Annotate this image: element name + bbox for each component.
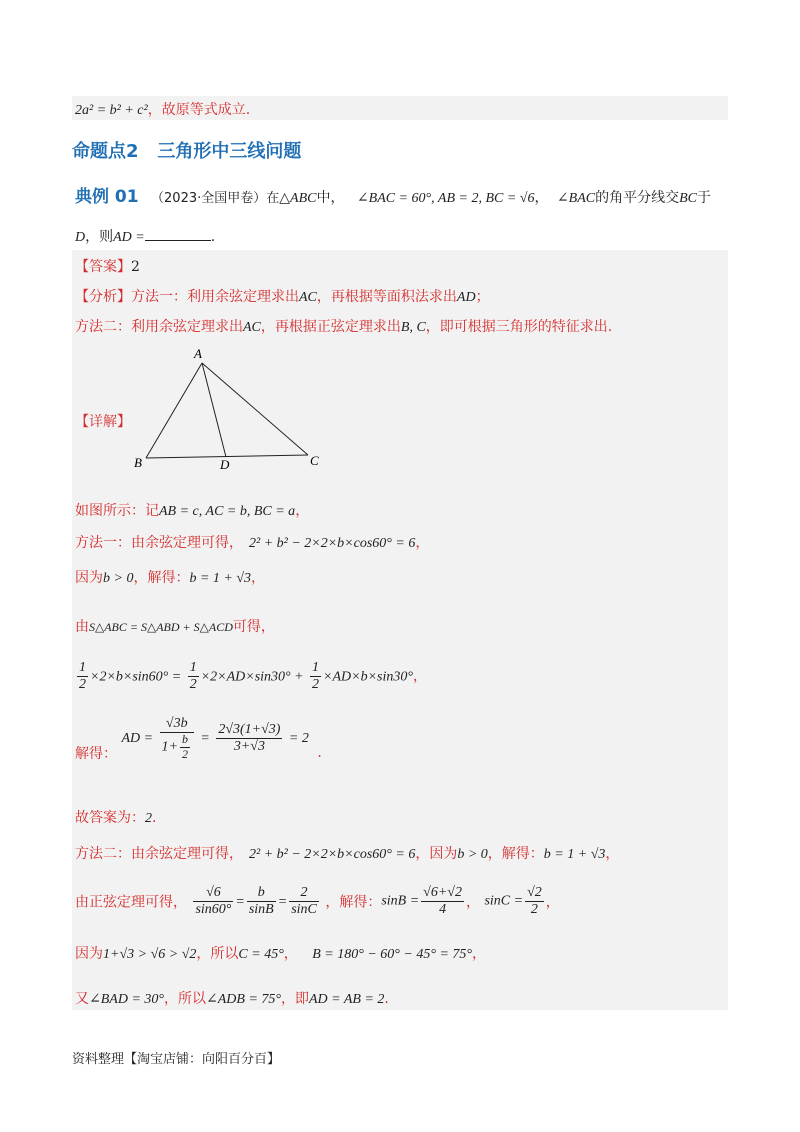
s9-f2n: b — [247, 885, 276, 902]
triangle-figure — [130, 345, 330, 475]
s4c: 可得， — [232, 619, 275, 635]
step-4 — [75, 616, 275, 636]
step-2 — [75, 532, 429, 552]
s3d: b = 1 + √3 — [189, 571, 252, 586]
step-8 — [75, 843, 619, 863]
example-cond: ∠BAC = 60°, AB = 2, BC = √6 — [356, 191, 535, 206]
s9-f3n: 2 — [289, 885, 319, 902]
s7b: 2 — [145, 811, 152, 826]
s8g: ， — [605, 846, 620, 862]
analysis-line-2 — [75, 316, 612, 336]
s5-frac-2-num: 1 — [188, 660, 199, 677]
s10f: B = 180° − 60° − 45° = 75° — [312, 947, 472, 962]
s5a: ×2×b×sin60° = — [90, 669, 182, 685]
label-a: A — [194, 346, 202, 361]
s10c: ，所以 — [196, 946, 239, 962]
s9-f2d: sinB — [248, 902, 274, 918]
s6-inner-den: 2 — [181, 746, 188, 761]
s6-frac-1-num: √3b — [160, 716, 194, 733]
s9-frac-5 — [525, 885, 544, 918]
s5-frac-3 — [310, 660, 321, 693]
s9-frac-1 — [193, 885, 233, 918]
label-d: D — [220, 457, 230, 472]
s8b: 2² + b² − 2×2×b×cos60° = 6 — [249, 847, 416, 862]
s10g: ， — [472, 946, 486, 962]
s9-eq1: = — [235, 894, 245, 910]
s9-f5n: √2 — [525, 885, 544, 902]
s9c: sinB = — [381, 893, 420, 909]
example-label: 典例 01 — [75, 187, 139, 207]
s11e: ，即 — [281, 991, 309, 1007]
example-line-1 — [75, 182, 711, 207]
step-9 — [75, 885, 560, 918]
s4b: S△ABC = S△ABD + S△ACD — [89, 620, 233, 634]
s6-inner-frac — [180, 733, 190, 762]
analysis-m1e: ； — [475, 289, 490, 305]
s11b: ∠BAD = 30° — [89, 992, 164, 1007]
s6-frac-1-den — [160, 733, 194, 762]
s9-frac-2 — [247, 885, 276, 918]
bisector-ad — [202, 363, 226, 457]
step-10 — [75, 943, 486, 963]
s5-frac-2 — [188, 660, 199, 693]
s5c: ×AD×b×sin30° — [323, 669, 413, 685]
s11a: 又 — [75, 991, 89, 1007]
s9-eq2: = — [277, 894, 288, 910]
example-d: D — [75, 230, 86, 245]
s3e: ， — [251, 570, 266, 586]
s11c: ，所以 — [164, 991, 206, 1007]
s6b: AD = — [121, 730, 154, 746]
answer-line — [75, 256, 140, 276]
s7a: 故答案为： — [75, 810, 145, 826]
s10b: 1+√3 > √6 > √2 — [103, 947, 197, 962]
example-tail: 的角平分线交 — [595, 190, 680, 206]
s11g: . — [384, 991, 389, 1007]
s9d: ， — [466, 894, 480, 911]
s8c: ，因为 — [415, 846, 458, 862]
s6-d1a: 1+ — [161, 739, 178, 755]
s6-frac-1 — [160, 716, 194, 762]
s1a: 如图所示：记 — [75, 503, 159, 519]
example-bc: BC — [679, 191, 697, 206]
s10e: ， — [283, 946, 298, 962]
analysis-m2d: B, C — [400, 320, 426, 335]
section-title: 命题点2 三角形中三线问题 — [72, 141, 302, 162]
s5-frac-1-num: 1 — [77, 660, 88, 677]
s11d: ∠ADB = 75° — [206, 992, 281, 1007]
example-then: ，则 — [85, 229, 114, 245]
s9a: 由正弦定理可得， — [75, 894, 187, 911]
label-c: C — [310, 453, 319, 468]
s6-dot: . — [317, 744, 322, 761]
s5-frac-3-num: 1 — [310, 660, 321, 677]
s2c: ， — [415, 535, 430, 551]
s5d: ， — [412, 668, 427, 685]
example-source: （2023·全国甲卷）在 — [151, 191, 280, 206]
answer-blank — [145, 228, 211, 241]
analysis-label: 【分析】 — [75, 289, 131, 305]
s1b: AB = c, AC = b, BC = a — [159, 504, 296, 519]
s8d: b > 0 — [457, 847, 488, 862]
example-angle: ∠BAC — [556, 191, 596, 206]
example-line-2 — [75, 226, 215, 246]
s6-inner-num: b — [181, 732, 188, 747]
analysis-m2b: AC — [243, 320, 261, 335]
step-1 — [75, 500, 309, 520]
top-line-text: ，故原等式成立. — [147, 102, 251, 118]
s8e: ，解得： — [487, 846, 544, 862]
analysis-m1d: AD — [456, 290, 476, 305]
s9-f1d: sin60° — [195, 902, 232, 918]
label-b: B — [134, 455, 142, 470]
example-tail2: 于 — [696, 190, 711, 206]
example-comma: ， — [534, 190, 549, 206]
s3c: ，解得： — [133, 570, 190, 586]
s5b: ×2×AD×sin30° + — [200, 669, 304, 685]
step-6 — [75, 716, 322, 762]
s6-eq: = — [200, 730, 210, 746]
s9-f1n: √6 — [193, 885, 233, 902]
s5-frac-1 — [77, 660, 88, 693]
s6-frac-2-den: 3+√3 — [233, 739, 265, 755]
analysis-m1b: AC — [299, 290, 317, 305]
top-line — [75, 99, 250, 119]
s5-frac-3-den: 2 — [312, 677, 320, 693]
s7c: . — [152, 810, 157, 826]
example-ad: AD = — [113, 230, 145, 245]
step-3 — [75, 567, 265, 587]
s4a: 由 — [75, 619, 89, 635]
s3a: 因为 — [75, 570, 103, 586]
s2a: 方法一：由余弦定理可得， — [75, 535, 243, 551]
analysis-m1c: ，再根据等面积法求出 — [316, 289, 457, 305]
s6-frac-2 — [216, 722, 282, 755]
s9-frac-4 — [421, 885, 464, 918]
s2b: 2² + b² − 2×2×b×cos60° = 6 — [249, 536, 416, 551]
s6a: 解得： — [75, 745, 117, 762]
s5-frac-2-den: 2 — [189, 677, 197, 693]
example-mid: 中， — [316, 190, 345, 206]
top-line-math: 2a² = b² + c² — [75, 103, 148, 118]
analysis-m1a: 方法一：利用余弦定理求出 — [131, 289, 299, 305]
edge-ab — [146, 363, 202, 458]
s10a: 因为 — [75, 946, 103, 962]
s8a: 方法二：由余弦定理可得， — [75, 846, 243, 862]
s9b: ，解得： — [325, 894, 382, 911]
s9-f5d: 2 — [530, 902, 538, 918]
analysis-m2c: ，再根据正弦定理求出 — [260, 319, 401, 335]
step-11 — [75, 988, 389, 1008]
s9-frac-3 — [289, 885, 319, 918]
s1c: ， — [295, 503, 310, 519]
answer-label: 【答案】 — [75, 259, 131, 275]
s5-frac-1-den: 2 — [79, 677, 86, 693]
detail-label: 【详解】 — [75, 414, 131, 430]
edge-ac — [202, 363, 308, 455]
analysis-m2e: ，即可根据三角形的特征求出. — [425, 319, 613, 335]
analysis-line-1 — [75, 286, 490, 306]
example-tri: △ABC — [279, 191, 317, 206]
s9-f4n: √6+√2 — [421, 885, 464, 902]
s9-f4d: 4 — [439, 902, 447, 918]
s9-f3d: sinC — [291, 902, 317, 918]
s9e: sinC = — [484, 893, 524, 909]
s10d: C = 45° — [238, 947, 284, 962]
example-end: . — [210, 229, 216, 245]
s8f: b = 1 + √3 — [543, 847, 606, 862]
s11f: AD = AB = 2 — [309, 992, 385, 1007]
analysis-m2a: 方法二：利用余弦定理求出 — [75, 319, 243, 335]
s3b: b > 0 — [103, 571, 134, 586]
step-5 — [75, 660, 427, 693]
s9f: ， — [545, 894, 560, 911]
step-7 — [75, 807, 156, 827]
footer-text: 资料整理【淘宝店铺：向阳百分百】 — [72, 1052, 281, 1067]
answer-value: 2 — [131, 259, 140, 275]
s6-frac-2-num: 2√3(1+√3) — [216, 722, 282, 739]
s6-end: = 2 — [288, 730, 309, 746]
